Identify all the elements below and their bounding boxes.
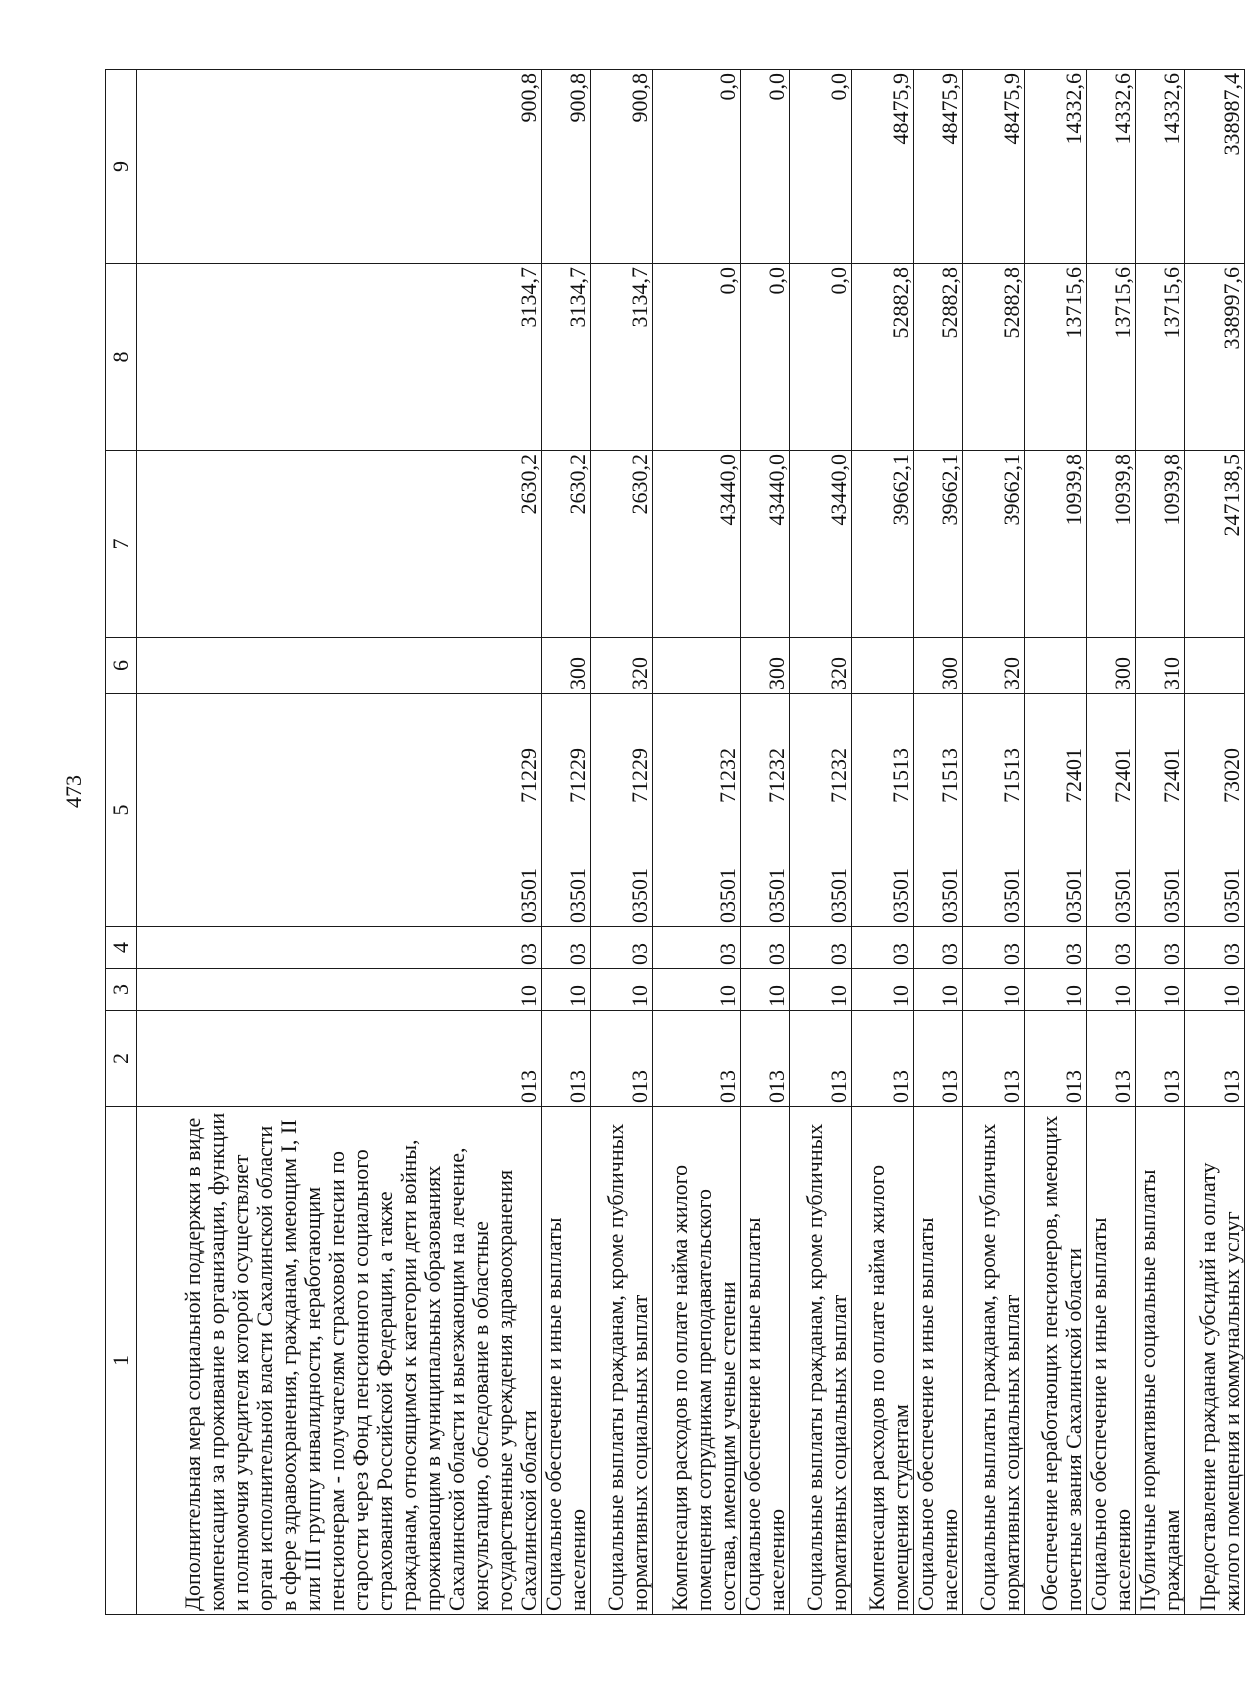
section-code-cell: 10 (653, 969, 741, 1011)
target-article-program: 03501 (764, 868, 789, 923)
amount-cell: 0,0 (653, 70, 741, 264)
amount-cell: 43440,0 (790, 451, 852, 638)
amount-cell: 900,8 (542, 70, 591, 264)
target-article-cell (653, 694, 741, 927)
table-row (963, 70, 1025, 1615)
expense-type-cell (653, 638, 741, 694)
admin-code-cell: 013 (137, 1011, 542, 1107)
section-code-cell: 10 (1185, 969, 1245, 1011)
target-article-cell (790, 694, 852, 927)
table-row (1185, 70, 1245, 1615)
expense-type-cell: 300 (914, 638, 963, 694)
table-row (852, 70, 914, 1615)
table-row (1025, 70, 1087, 1615)
table-row (790, 70, 852, 1615)
target-article-cell (741, 694, 790, 927)
amount-cell: 13715,6 (1136, 264, 1185, 451)
expense-type-cell: 320 (790, 638, 852, 694)
section-code-cell: 10 (1025, 969, 1087, 1011)
amount-cell: 338997,6 (1185, 264, 1245, 451)
subsection-code-cell: 03 (1087, 927, 1136, 969)
subsection-code-cell: 03 (653, 927, 741, 969)
target-article-direction: 71229 (565, 748, 590, 803)
amount-cell: 247138,5 (1185, 451, 1245, 638)
amount-cell: 900,8 (591, 70, 653, 264)
amount-cell: 52882,8 (914, 264, 963, 451)
amount-cell: 13715,6 (1025, 264, 1087, 451)
admin-code-cell: 013 (1087, 1011, 1136, 1107)
table-row (914, 70, 963, 1615)
amount-cell: 0,0 (741, 70, 790, 264)
row-name-cell: Социальное обеспечение и иные выплаты населению (542, 1107, 591, 1615)
row-name-cell: Социальные выплаты гражданам, кроме публичных нормативных социальных выплат (963, 1107, 1025, 1615)
amount-cell: 2630,2 (137, 451, 542, 638)
amount-cell: 338987,4 (1185, 70, 1245, 264)
amount-cell: 39662,1 (914, 451, 963, 638)
target-article-direction: 71229 (516, 748, 541, 803)
amount-cell: 10939,8 (1136, 451, 1185, 638)
table-row (137, 70, 542, 1615)
row-name-cell: Социальные выплаты гражданам, кроме публичных нормативных социальных выплат (591, 1107, 653, 1615)
admin-code-cell: 013 (653, 1011, 741, 1107)
amount-cell: 3134,7 (542, 264, 591, 451)
target-article-cell (1087, 694, 1136, 927)
amount-cell: 2630,2 (542, 451, 591, 638)
column-header: 4 (106, 927, 137, 969)
column-header: 7 (106, 451, 137, 638)
table-row (653, 70, 741, 1615)
section-code-cell: 10 (542, 969, 591, 1011)
amount-cell: 14332,6 (1087, 70, 1136, 264)
admin-code-cell: 013 (1025, 1011, 1087, 1107)
amount-cell: 2630,2 (591, 451, 653, 638)
amount-cell: 14332,6 (1025, 70, 1087, 264)
subsection-code-cell: 03 (914, 927, 963, 969)
target-article-direction: 72401 (1061, 748, 1086, 803)
amount-cell: 39662,1 (852, 451, 914, 638)
expense-type-cell (852, 638, 914, 694)
admin-code-cell: 013 (790, 1011, 852, 1107)
target-article-program: 03501 (1110, 868, 1135, 923)
target-article-direction: 71232 (826, 748, 851, 803)
expense-type-cell: 310 (1136, 638, 1185, 694)
subsection-code-cell: 03 (1025, 927, 1087, 969)
subsection-code-cell: 03 (852, 927, 914, 969)
target-article-program: 03501 (1219, 868, 1244, 923)
row-name-cell: Социальное обеспечение и иные выплаты населению (1087, 1107, 1136, 1615)
target-article-program: 03501 (627, 868, 652, 923)
target-article-direction: 71513 (888, 748, 913, 803)
subsection-code-cell: 03 (591, 927, 653, 969)
expense-type-cell: 300 (741, 638, 790, 694)
row-name-cell: Социальное обеспечение и иные выплаты населению (741, 1107, 790, 1615)
column-header: 6 (106, 638, 137, 694)
subsection-code-cell: 03 (1185, 927, 1245, 969)
column-header: 2 (106, 1011, 137, 1107)
subsection-code-cell: 03 (1136, 927, 1185, 969)
admin-code-cell: 013 (591, 1011, 653, 1107)
expense-type-cell (137, 638, 542, 694)
target-article-program: 03501 (565, 868, 590, 923)
amount-cell: 0,0 (790, 264, 852, 451)
table-row (1087, 70, 1136, 1615)
target-article-program: 03501 (516, 868, 541, 923)
target-article-direction: 71513 (999, 748, 1024, 803)
target-article-cell (852, 694, 914, 927)
expense-type-cell: 320 (963, 638, 1025, 694)
amount-cell: 0,0 (790, 70, 852, 264)
amount-cell: 900,8 (137, 70, 542, 264)
header-row (106, 70, 137, 1615)
amount-cell: 43440,0 (653, 451, 741, 638)
column-header: 8 (106, 264, 137, 451)
target-article-direction: 71232 (715, 748, 740, 803)
subsection-code-cell: 03 (963, 927, 1025, 969)
target-article-direction: 71229 (627, 748, 652, 803)
expense-type-cell: 320 (591, 638, 653, 694)
amount-cell: 52882,8 (852, 264, 914, 451)
section-code-cell: 10 (852, 969, 914, 1011)
amount-cell: 13715,6 (1087, 264, 1136, 451)
target-article-cell (1136, 694, 1185, 927)
row-name-cell: Дополнительная мера социальной поддержки в виде компенсации за проживание в организации, функции и полномочия учредителя которой осуществляет орган исполнительной власти Сахалинской области в сфере здравоохранения, гражданам, имеющим I, II или III группу инвалидности, неработающим пенсионерам - получателям страховой пенсии по старости через Фонд пенсионного и социального страхования Российской Федерации, а также гражданам, относящимся к категории дети войны, проживающим в муниципальных образованиях Сахалинской области и выезжающим на лечение, консультацию, обследование в областные государственные учреждения здравоохранения Сахалинской области (137, 1107, 542, 1615)
row-name-cell: Обеспечение неработающих пенсионеров, имеющих почетные звания Сахалинской области (1025, 1107, 1087, 1615)
section-code-cell: 10 (790, 969, 852, 1011)
amount-cell: 48475,9 (914, 70, 963, 264)
target-article-direction: 71232 (764, 748, 789, 803)
amount-cell: 14332,6 (1136, 70, 1185, 264)
target-article-direction: 71513 (937, 748, 962, 803)
target-article-cell (963, 694, 1025, 927)
budget-table (105, 69, 1245, 1615)
admin-code-cell: 013 (963, 1011, 1025, 1107)
page-number: 473 (61, 775, 86, 808)
amount-cell: 0,0 (653, 264, 741, 451)
amount-cell: 39662,1 (963, 451, 1025, 638)
admin-code-cell: 013 (852, 1011, 914, 1107)
section-code-cell: 10 (963, 969, 1025, 1011)
target-article-cell (542, 694, 591, 927)
table-row (542, 70, 591, 1615)
amount-cell: 10939,8 (1087, 451, 1136, 638)
row-name-cell: Социальные выплаты гражданам, кроме публичных нормативных социальных выплат (790, 1107, 852, 1615)
target-article-direction: 73020 (1219, 748, 1244, 803)
section-code-cell: 10 (914, 969, 963, 1011)
amount-cell: 48475,9 (852, 70, 914, 264)
table-row (591, 70, 653, 1615)
row-name-cell: Предоставление гражданам субсидий на оплату жилого помещения и коммунальных услуг (1185, 1107, 1245, 1615)
expense-type-cell: 300 (542, 638, 591, 694)
section-code-cell: 10 (137, 969, 542, 1011)
target-article-cell (914, 694, 963, 927)
column-header: 1 (106, 1107, 137, 1615)
section-code-cell: 10 (741, 969, 790, 1011)
amount-cell: 43440,0 (741, 451, 790, 638)
amount-cell: 3134,7 (591, 264, 653, 451)
target-article-program: 03501 (1159, 868, 1184, 923)
admin-code-cell: 013 (741, 1011, 790, 1107)
target-article-cell (1025, 694, 1087, 927)
target-article-direction: 72401 (1110, 748, 1135, 803)
admin-code-cell: 013 (1136, 1011, 1185, 1107)
amount-cell: 52882,8 (963, 264, 1025, 451)
column-header: 3 (106, 969, 137, 1011)
table-row (1136, 70, 1185, 1615)
target-article-program: 03501 (937, 868, 962, 923)
target-article-program: 03501 (999, 868, 1024, 923)
target-article-cell (137, 694, 542, 927)
row-name-cell: Публичные нормативные социальные выплаты гражданам (1136, 1107, 1185, 1615)
expense-type-cell (1025, 638, 1087, 694)
amount-cell: 0,0 (741, 264, 790, 451)
section-code-cell: 10 (1087, 969, 1136, 1011)
amount-cell: 3134,7 (137, 264, 542, 451)
target-article-cell (1185, 694, 1245, 927)
table-body (137, 70, 1245, 1615)
rotated-table-container (105, 70, 1244, 1615)
row-name-cell: Компенсация расходов по оплате найма жилого помещения сотрудникам преподавательского состава, имеющим ученые степени (653, 1107, 741, 1615)
subsection-code-cell: 03 (741, 927, 790, 969)
section-code-cell: 10 (1136, 969, 1185, 1011)
target-article-program: 03501 (888, 868, 913, 923)
expense-type-cell (1185, 638, 1245, 694)
expense-type-cell: 300 (1087, 638, 1136, 694)
target-article-cell (591, 694, 653, 927)
amount-cell: 48475,9 (963, 70, 1025, 264)
table-row (741, 70, 790, 1615)
subsection-code-cell: 03 (542, 927, 591, 969)
target-article-program: 03501 (715, 868, 740, 923)
target-article-direction: 72401 (1159, 748, 1184, 803)
subsection-code-cell: 03 (790, 927, 852, 969)
column-header: 5 (106, 694, 137, 927)
column-header: 9 (106, 70, 137, 264)
target-article-program: 03501 (1061, 868, 1086, 923)
admin-code-cell: 013 (914, 1011, 963, 1107)
row-name-cell: Компенсация расходов по оплате найма жилого помещения студентам (852, 1107, 914, 1615)
admin-code-cell: 013 (1185, 1011, 1245, 1107)
section-code-cell: 10 (591, 969, 653, 1011)
admin-code-cell: 013 (542, 1011, 591, 1107)
subsection-code-cell: 03 (137, 927, 542, 969)
row-name-cell: Социальное обеспечение и иные выплаты населению (914, 1107, 963, 1615)
amount-cell: 10939,8 (1025, 451, 1087, 638)
target-article-program: 03501 (826, 868, 851, 923)
